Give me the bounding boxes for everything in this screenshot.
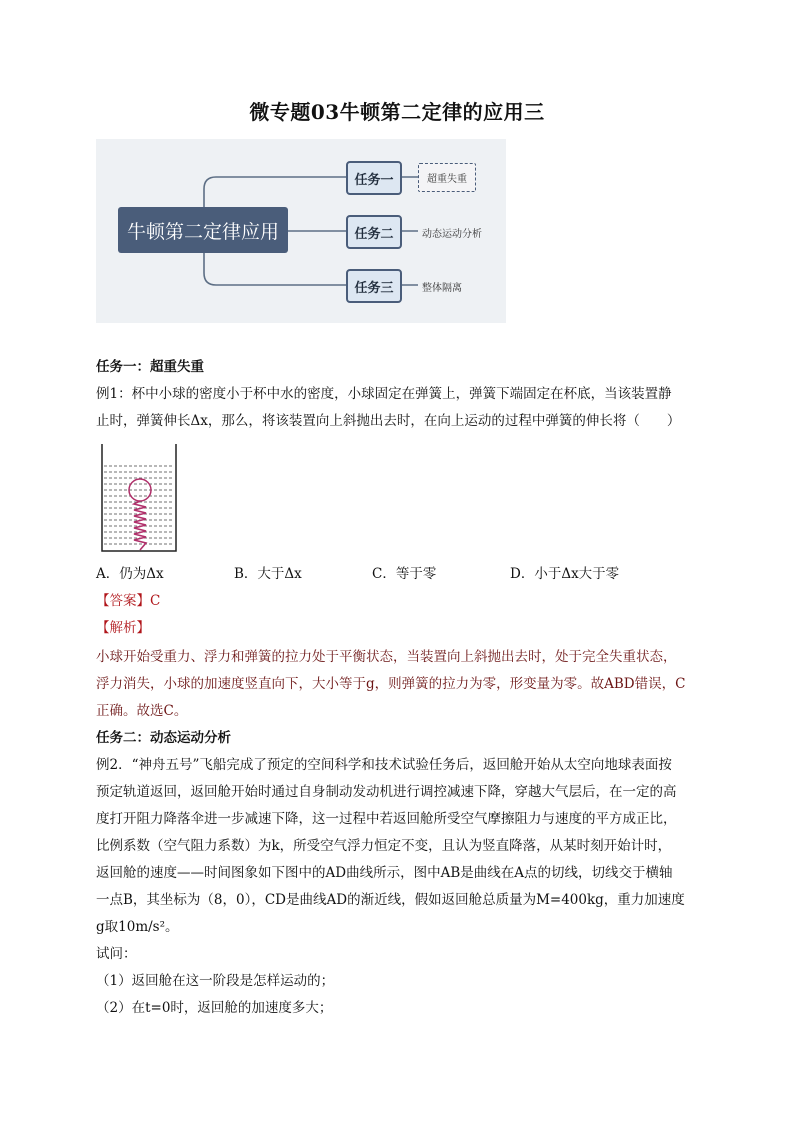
example2-line6: 一点B，其坐标为（8，0），CD是曲线AD的渐近线，假如返回舱总质量为M=400kg，重力加速度	[96, 892, 685, 908]
option-a: A．仍为Δx	[96, 566, 164, 582]
beaker-figure	[101, 444, 177, 552]
option-c: C．等于零	[372, 566, 437, 582]
sub-question-1: （1）返回舱在这一阶段是怎样运动的；	[96, 973, 335, 989]
mind-map-task3-topic: 整体隔离	[422, 283, 462, 294]
mind-map-task1-topic: 超重失重	[418, 163, 476, 192]
mind-map-task3-node: 任务三	[346, 269, 402, 303]
analysis-label: 【解析】	[96, 620, 150, 636]
option-b: B．大于Δx	[234, 566, 302, 582]
mind-map	[96, 139, 506, 323]
option-d: D．小于Δx大于零	[510, 566, 620, 582]
answer-label: 【答案】C	[96, 593, 161, 609]
example2-line3: 度打开阻力降落伞进一步减速下降，这一过程中若返回舱所受空气摩擦阻力与速度的平方成正比，	[96, 811, 677, 827]
mind-map-task2-node: 任务二	[346, 215, 402, 249]
analysis-line1: 小球开始受重力、浮力和弹簧的拉力处于平衡状态，当装置向上斜抛出去时，处于完全失重状态，	[96, 649, 677, 665]
mind-map-central-node: 牛顿第二定律应用	[118, 207, 288, 253]
example1-line1: 例1：杯中小球的密度小于杯中水的密度，小球固定在弹簧上，弹簧下端固定在杯底，当该装置静	[96, 386, 672, 402]
mind-map-task1-node: 任务一	[346, 161, 402, 195]
example1-line2: 止时，弹簧伸长Δx，那么，将该装置向上斜抛出去时，在向上运动的过程中弹簧的伸长将（ ）	[96, 413, 681, 429]
mind-map-task2-topic: 动态运动分析	[422, 229, 482, 240]
example2-line1: 例2．“神舟五号”飞船完成了预定的空间科学和技术试验任务后，返回舱开始从太空向地球表面按	[96, 757, 672, 773]
analysis-line2: 浮力消失，小球的加速度竖直向下，大小等于g，则弹簧的拉力为零，形变量为零。故ABD错误，C	[96, 676, 686, 692]
ask-label: 试问：	[96, 946, 137, 962]
section1-heading: 任务一：超重失重	[96, 359, 204, 375]
analysis-line3: 正确。故选C。	[96, 703, 188, 719]
example2-line2: 预定轨道返回，返回舱开始时通过自身制动发动机进行调控减速下降，穿越大气层后，在一定的高	[96, 784, 677, 800]
connector-task3	[204, 253, 346, 285]
example2-line4: 比例系数（空气阻力系数）为k，所受空气浮力恒定不变，且认为竖直降落，从某时刻开始计时，	[96, 838, 672, 854]
example2-line5: 返回舱的速度——时间图象如下图中的AD曲线所示，图中AB是曲线在A点的切线，切线交于横轴	[96, 865, 673, 881]
section2-heading: 任务二：动态运动分析	[96, 730, 231, 746]
page-title: 微专题03牛顿第二定律的应用三	[249, 100, 545, 124]
example2-line7: g取10m/s²。	[96, 919, 179, 935]
sub-question-2: （2）在t=0时，返回舱的加速度多大；	[96, 1000, 333, 1016]
connector-task1	[204, 177, 346, 207]
